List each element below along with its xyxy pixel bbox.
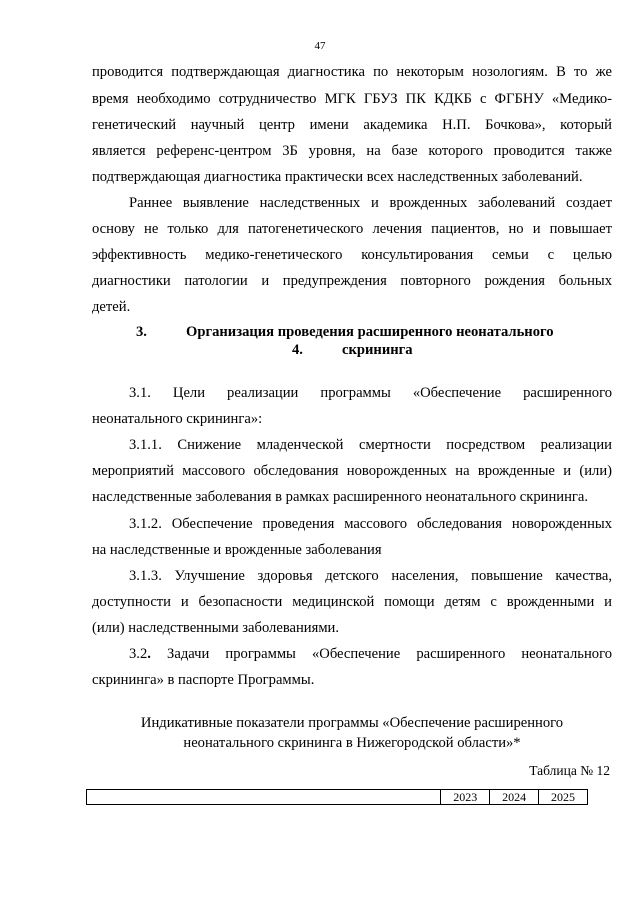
text-line: 3.1.2. Обеспечение проведения массового обследования новорожденных bbox=[129, 516, 612, 532]
text-line: (или) наследственными заболеваниями. bbox=[92, 620, 340, 636]
indicator-table bbox=[86, 789, 588, 805]
table-header-cell bbox=[87, 790, 441, 805]
heading-number: 3. bbox=[136, 324, 147, 340]
text-line: основу не только для патогенетического лечения пациентов, но и повышает bbox=[92, 221, 612, 237]
text-line: подтверждающая диагностика практически всех наследственных заболеваний. bbox=[92, 169, 583, 185]
text-line: наследственные заболевания в рамках расширенного неонатального скрининга. bbox=[92, 489, 589, 505]
text-line: является референс-центром 3Б уровня, на базе которого проводится также bbox=[92, 143, 612, 159]
text-line: скрининга» в паспорте Программы. bbox=[92, 672, 315, 688]
heading-text: скрининга bbox=[342, 342, 413, 358]
text-line: на наследственные и врожденные заболевания bbox=[92, 542, 382, 558]
item-number: 3.2 bbox=[129, 646, 148, 662]
text-line: проводится подтверждающая диагностика по некоторым нозологиям. В то же bbox=[92, 64, 612, 80]
heading-text: Организация проведения расширенного неонатального bbox=[186, 324, 554, 340]
text-line: 3.1. Цели реализации программы «Обеспечение расширенного bbox=[129, 385, 612, 401]
caption-line: Индикативные показатели программы «Обеспечение расширенного bbox=[140, 715, 564, 731]
text-line: 3.1.3. Улучшение здоровья детского населения, повышение качества, bbox=[129, 568, 612, 584]
text-line: доступности и безопасности медицинской помощи детям с врожденными и bbox=[92, 594, 612, 610]
text-line: время необходимо сотрудничество МГК ГБУЗ ПК КДКБ с ФГБНУ «Медико- bbox=[92, 91, 612, 107]
text-line: мероприятий массового обследования новорожденных на врожденные и (или) bbox=[92, 463, 612, 479]
table-header-row bbox=[87, 790, 588, 805]
text-line: неонатального скрининга»: bbox=[92, 411, 263, 427]
text-line: диагностики патологии и предупреждения повторного рождения больных bbox=[92, 273, 612, 289]
text-line: эффективность медико-генетического консультирования семьи с целью bbox=[92, 247, 612, 263]
table-header-cell: 2025 bbox=[539, 790, 588, 805]
text-line: 3.1.1. Снижение младенческой смертности посредством реализации bbox=[129, 437, 612, 453]
item-number-dot: . bbox=[147, 646, 151, 662]
table-header-cell: 2023 bbox=[441, 790, 490, 805]
page-number: 47 bbox=[314, 40, 326, 52]
text-line: Раннее выявление наследственных и врожденных заболеваний создает bbox=[129, 195, 612, 211]
text-line: генетический научный центр имени академика Н.П. Бочкова», который bbox=[92, 117, 612, 133]
table-header-cell: 2024 bbox=[490, 790, 539, 805]
caption-line: неонатального скрининга в Нижегородской области»* bbox=[183, 735, 521, 751]
table-number-label: Таблица № 12 bbox=[529, 763, 610, 778]
heading-number: 4. bbox=[292, 342, 303, 358]
text-line bbox=[129, 645, 612, 663]
text-line: детей. bbox=[92, 299, 131, 315]
item-text: Задачи программы «Обеспечение расширенного неонатального bbox=[150, 646, 612, 662]
